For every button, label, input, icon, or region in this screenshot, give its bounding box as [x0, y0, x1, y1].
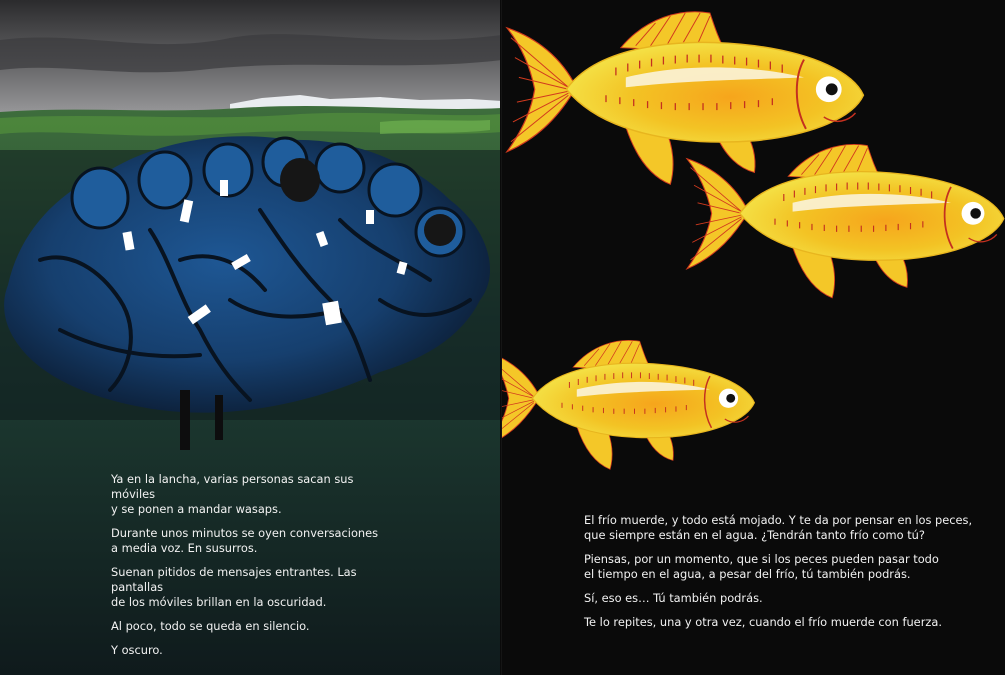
left-page [0, 0, 502, 675]
right-paragraph-1: El frío muerde, y todo está mojado. Y te da por pensar en los peces, que siempre están en el agua. ¿Tendrán tanto frío como tú? [584, 513, 973, 542]
fish-bottom [502, 340, 754, 469]
right-paragraph-2: Piensas, por un momento, que si los peces pueden pasar todo el tiempo en el agua, a pesar del frío, tú también podrás. [584, 552, 939, 581]
right-paragraph-3: Sí, eso es… Tú también podrás. [584, 591, 763, 605]
fish-middle [687, 145, 1004, 298]
left-paragraph-5: Y oscuro. [111, 643, 163, 657]
left-paragraph-2: Durante unos minutos se oyen conversaciones a media voz. En susurros. [111, 526, 379, 555]
right-page-text [584, 513, 984, 639]
left-page-text [111, 472, 401, 667]
right-page [502, 0, 1005, 675]
left-paragraph-4: Al poco, todo se queda en silencio. [111, 619, 310, 633]
left-paragraph-1: Ya en la lancha, varias personas sacan sus móviles y se ponen a mandar wasaps. [111, 472, 354, 516]
left-paragraph-3: Suenan pitidos de mensajes entrantes. Las pantallas de los móviles brillan en la oscuridad. [111, 565, 357, 609]
right-paragraph-4: Te lo repites, una y otra vez, cuando el frío muerde con fuerza. [584, 615, 942, 629]
